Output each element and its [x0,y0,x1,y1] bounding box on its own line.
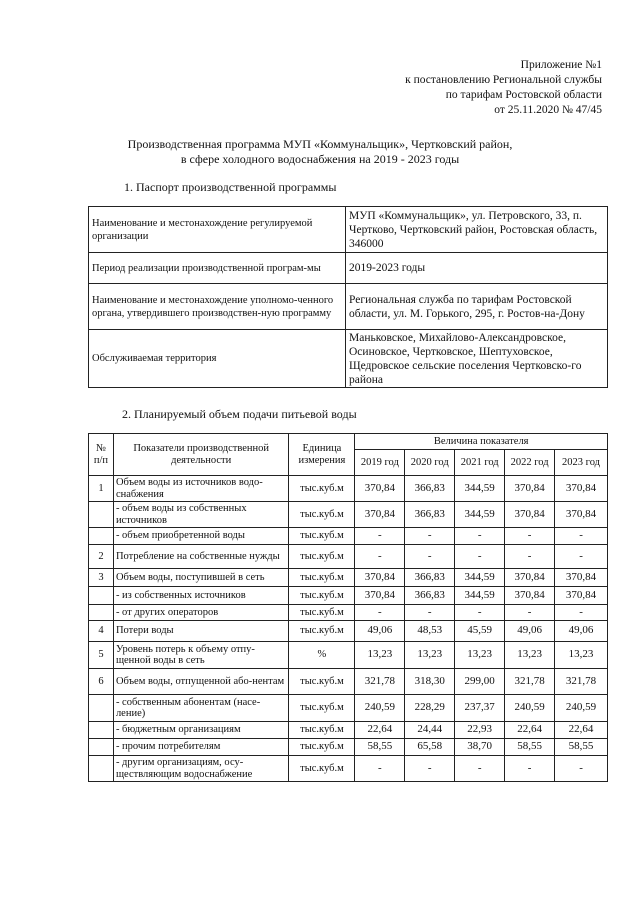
row-name: - собственным абонентам (насе-ление) [113,695,289,722]
row-value: 366,83 [405,502,455,528]
row-no: 5 [89,642,114,669]
row-value: 366,83 [405,476,455,502]
row-no [89,587,114,605]
row-no [89,605,114,621]
row-unit: тыс.куб.м [289,722,355,739]
row-value: 370,84 [555,569,608,587]
header-indicator: Показатели производственной деятельности [113,434,289,476]
row-value: 45,59 [455,621,505,642]
row-name: - прочим потребителям [113,739,289,756]
row-value: - [505,545,555,569]
row-value: 370,84 [555,476,608,502]
row-name: Потребление на собственные нужды [113,545,289,569]
row-name: Потери воды [113,621,289,642]
row-name: Уровень потерь к объему отпу-щенной воды в сеть [113,642,289,669]
row-value: 370,84 [555,502,608,528]
row-unit: тыс.куб.м [289,695,355,722]
row-no: 2 [89,545,114,569]
row-no: 6 [89,669,114,695]
row-value: 13,23 [505,642,555,669]
passport-value: Региональная служба по тарифам Ростовской области, ул. М. Горького, 295, г. Ростов-на-Дону [346,284,608,330]
row-no [89,528,114,545]
title-line: в сфере холодного водоснабжения на 2019 - 2023 годы [180,152,460,166]
passport-label: Наименование и местонахождение уполномо-ченного органа, утвердившего производствен-ную программу [89,284,346,330]
row-value: - [455,756,505,782]
row-value: 370,84 [355,569,405,587]
row-no [89,722,114,739]
row-value: - [455,528,505,545]
passport-value: 2019-2023 годы [346,253,608,284]
row-value: 321,78 [505,669,555,695]
row-value: - [505,605,555,621]
table-row [89,253,608,284]
table-row [89,642,608,669]
row-value: 370,84 [505,569,555,587]
row-value: 22,64 [555,722,608,739]
row-value: 370,84 [355,587,405,605]
table-row [89,476,608,502]
row-name: - объем приобретенной воды [113,528,289,545]
row-value: 49,06 [505,621,555,642]
row-value: 13,23 [405,642,455,669]
row-no: 3 [89,569,114,587]
header-year: 2020 год [405,450,455,476]
header-unit: Единица измерения [289,434,355,476]
document-title [0,137,640,167]
row-unit: тыс.куб.м [289,739,355,756]
row-value: 48,53 [405,621,455,642]
row-value: 22,64 [355,722,405,739]
row-value: 22,64 [505,722,555,739]
row-value: - [405,756,455,782]
row-unit: тыс.куб.м [289,528,355,545]
table-row [89,695,608,722]
row-unit: тыс.куб.м [289,545,355,569]
header-row [89,434,608,450]
row-value: - [355,545,405,569]
row-value: 58,55 [505,739,555,756]
table-row [89,569,608,587]
row-value: 49,06 [355,621,405,642]
row-name: Объем воды, поступившей в сеть [113,569,289,587]
row-value: - [555,545,608,569]
row-value: - [455,605,505,621]
row-value: - [405,528,455,545]
row-value: 370,84 [505,502,555,528]
row-value: 370,84 [355,476,405,502]
row-value: 299,00 [455,669,505,695]
header-year: 2021 год [455,450,505,476]
row-value: - [555,756,608,782]
row-value: 58,55 [555,739,608,756]
appendix-line: по тарифам Ростовской области [445,89,602,101]
table-row [89,756,608,782]
table-row [89,207,608,253]
table-row [89,330,608,388]
passport-value: МУП «Коммунальщик», ул. Петровского, 33, п. Чертково, Чертковский район, Ростовская область, 346000 [346,207,608,253]
row-name: Объем воды, отпущенной або-нентам [113,669,289,695]
row-value: 318,30 [405,669,455,695]
title-line: Производственная программа МУП «Коммунальщик», Чертковский район, [127,137,513,151]
row-name: - бюджетным организациям [113,722,289,739]
table-row [89,502,608,528]
row-unit: тыс.куб.м [289,587,355,605]
row-value: - [355,756,405,782]
row-name: Объем воды из источников водо-снабжения [113,476,289,502]
row-value: 65,58 [405,739,455,756]
passport-value: Маньковское, Михайлово-Александровское, Осиновское, Чертковское, Шептуховское, Щедровское сельские поселения Чертковско-го района [346,330,608,388]
row-value: - [355,605,405,621]
row-value: 344,59 [455,569,505,587]
row-value: 58,55 [355,739,405,756]
passport-table [88,206,608,388]
row-value: 38,70 [455,739,505,756]
row-unit: тыс.куб.м [289,621,355,642]
row-no: 1 [89,476,114,502]
row-value: 366,83 [405,587,455,605]
row-value: 344,59 [455,587,505,605]
row-value: - [555,528,608,545]
table-row [89,739,608,756]
row-value: - [555,605,608,621]
passport-label: Период реализации производственной програм-мы [89,253,346,284]
row-name: - от других операторов [113,605,289,621]
table-row [89,605,608,621]
row-value: 344,59 [455,502,505,528]
row-no [89,695,114,722]
row-unit: тыс.куб.м [289,476,355,502]
row-unit: тыс.куб.м [289,569,355,587]
row-name: - из собственных источников [113,587,289,605]
table-row [89,722,608,739]
row-value: 237,37 [455,695,505,722]
row-value: 370,84 [555,587,608,605]
row-unit: тыс.куб.м [289,605,355,621]
water-volume-table [88,433,608,782]
appendix-line: к постановлению Региональной службы [405,74,602,86]
table-row [89,545,608,569]
row-value: - [405,605,455,621]
row-value: - [355,528,405,545]
header-year: 2023 год [555,450,608,476]
row-value: 240,59 [505,695,555,722]
appendix-block [405,58,602,118]
appendix-line: от 25.11.2020 № 47/45 [494,104,602,116]
row-no [89,739,114,756]
table-row [89,587,608,605]
row-no: 4 [89,621,114,642]
row-name: - другим организациям, осу-ществляющим водоснабжение [113,756,289,782]
passport-label: Наименование и местонахождение регулируемой организации [89,207,346,253]
header-year: 2022 год [505,450,555,476]
row-value: 49,06 [555,621,608,642]
row-value: 240,59 [355,695,405,722]
row-value: 321,78 [355,669,405,695]
row-value: 228,29 [405,695,455,722]
row-unit: тыс.куб.м [289,669,355,695]
row-value: 344,59 [455,476,505,502]
row-value: 366,83 [405,569,455,587]
row-value: - [505,528,555,545]
table-row [89,669,608,695]
row-value: 370,84 [505,476,555,502]
appendix-line: Приложение №1 [520,59,602,71]
row-value: 24,44 [405,722,455,739]
row-no [89,756,114,782]
row-unit: тыс.куб.м [289,756,355,782]
row-value: 22,93 [455,722,505,739]
row-value: - [455,545,505,569]
section-1-heading: 1. Паспорт производственной программы [124,180,337,194]
row-value: 13,23 [555,642,608,669]
passport-label: Обслуживаемая территория [89,330,346,388]
section-2-heading: 2. Планируемый объем подачи питьевой воды [122,407,357,421]
row-unit: % [289,642,355,669]
row-name: - объем воды из собственных источников [113,502,289,528]
row-unit: тыс.куб.м [289,502,355,528]
row-value: 370,84 [505,587,555,605]
header-year: 2019 год [355,450,405,476]
row-value: 370,84 [355,502,405,528]
header-value-group: Величина показателя [355,434,608,450]
row-value: - [405,545,455,569]
row-value: - [505,756,555,782]
row-no [89,502,114,528]
table-row [89,621,608,642]
header-no: № п/п [89,434,114,476]
row-value: 321,78 [555,669,608,695]
table-row [89,284,608,330]
row-value: 240,59 [555,695,608,722]
row-value: 13,23 [355,642,405,669]
table-row [89,528,608,545]
row-value: 13,23 [455,642,505,669]
